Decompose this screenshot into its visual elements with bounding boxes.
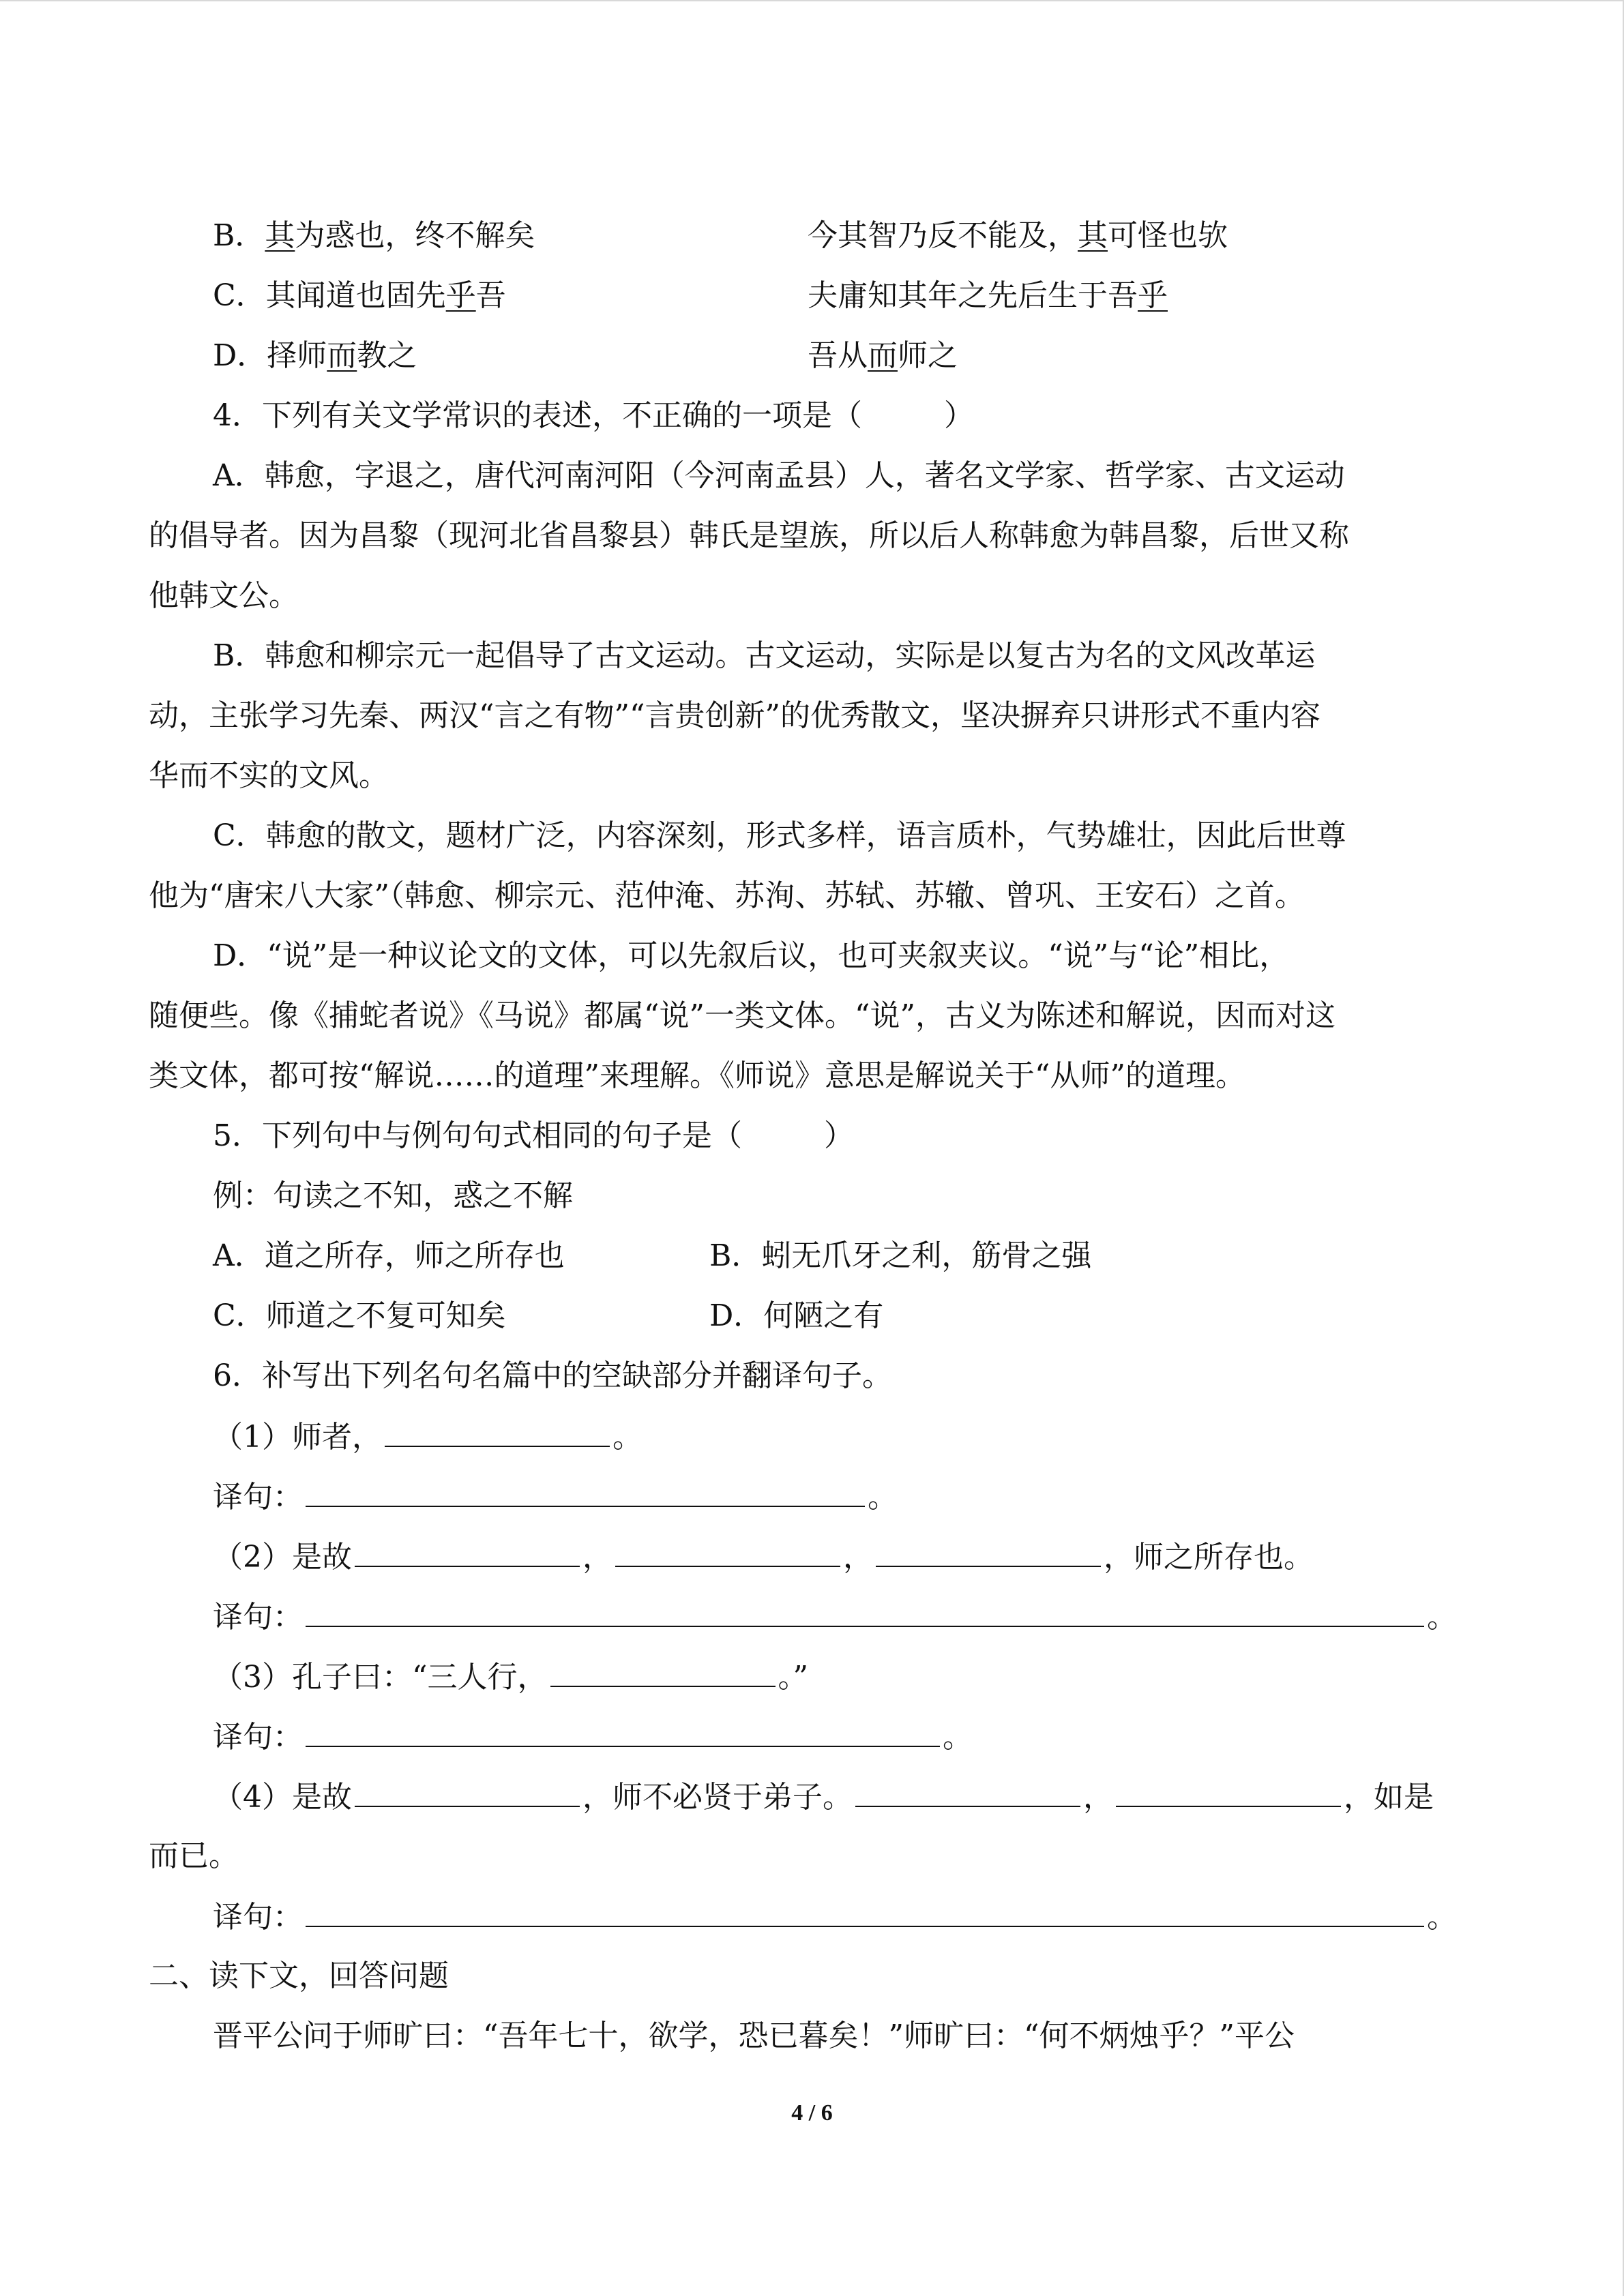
q6-part2-translation: 译句： 。 [213, 1596, 1457, 1638]
q6-part4-blank-3[interactable] [1116, 1776, 1341, 1807]
q6-part4-line2: 而已。 [149, 1838, 239, 1873]
q4-option-d-line2: 随便些。像《捕蛇者说》《马说》都属“说”一类文体。“说”，古义为陈述和解说，因而对这 [149, 998, 1335, 1033]
option-b-right: 今其智乃反不能及，其可怪也欤 [808, 218, 1228, 253]
page-number: 4 / 6 [791, 2100, 833, 2126]
option-b-left: B．其为惑也，终不解矣 [213, 218, 535, 253]
q4-option-b-line1: B．韩愈和柳宗元一起倡导了古文运动。古文运动，实际是以复古为名的文风改革运 [213, 638, 1316, 673]
q6-part3-translation-blank[interactable] [306, 1716, 940, 1747]
q6-part4-translation: 译句： 。 [213, 1896, 1457, 1938]
q6-part2: （2）是故 ， ， ，师之所存也。 [213, 1536, 1314, 1578]
q6-part3-blank[interactable] [550, 1656, 776, 1687]
question-5-stem: 5．下列句中与例句句式相同的句子是（ ） [213, 1118, 854, 1153]
q4-option-c-line1: C．韩愈的散文，题材广泛，内容深刻，形式多样，语言质朴，气势雄壮，因此后世尊 [213, 818, 1346, 853]
q6-part2-blank-3[interactable] [876, 1536, 1101, 1567]
q6-part3-translation: 译句： 。 [213, 1716, 973, 1758]
q5-option-c: C．师道之不复可知矣 [213, 1298, 506, 1333]
q6-part2-blank-1[interactable] [355, 1536, 580, 1567]
q5-example: 例：句读之不知，惑之不解 [213, 1178, 573, 1213]
q4-option-a-line3: 他韩文公。 [149, 578, 299, 613]
q6-part2-translation-blank[interactable] [306, 1596, 1424, 1627]
q6-part1-translation: 译句： 。 [213, 1476, 898, 1518]
q4-option-a-line1: A．韩愈，字退之，唐代河南河阳（今河南孟县）人，著名文学家、哲学家、古文运动 [213, 458, 1345, 493]
option-c-left: C．其闻道也固先乎吾 [213, 278, 506, 313]
q6-part4: （4）是故 ，师不必贤于弟子。 ， ，如是 [213, 1776, 1434, 1818]
section-2-passage: 晋平公问于师旷曰：“吾年七十，欲学，恐已暮矣！”师旷曰：“何不炳烛乎？”平公 [213, 2018, 1295, 2053]
q6-part4-blank-1[interactable] [355, 1776, 580, 1807]
q4-option-b-line3: 华而不实的文风。 [149, 758, 389, 793]
q4-option-c-line2: 他为“唐宋八大家”（韩愈、柳宗元、范仲淹、苏洵、苏轼、苏辙、曾巩、王安石）之首。 [149, 878, 1305, 913]
q4-option-a-line2: 的倡导者。因为昌黎（现河北省昌黎县）韩氏是望族，所以后人称韩愈为韩昌黎，后世又称 [149, 518, 1349, 553]
q6-part4-blank-2[interactable] [855, 1776, 1080, 1807]
q4-option-d-line3: 类文体，都可按“解说……的道理”来理解。《师说》意思是解说关于“从师”的道理。 [149, 1058, 1245, 1093]
q6-part2-blank-2[interactable] [615, 1536, 840, 1567]
option-d-right: 吾从而师之 [808, 338, 958, 373]
q4-option-d-line1: D．“说”是一种议论文的文体，可以先叙后议，也可夹叙夹议。“说”与“论”相比， [213, 938, 1290, 973]
q5-option-a: A．道之所存，师之所存也 [213, 1238, 565, 1273]
option-d-left: D．择师而教之 [213, 338, 417, 373]
q6-part1: （1）师者， 。 [213, 1416, 643, 1458]
q6-part1-blank[interactable] [385, 1416, 610, 1447]
section-2-heading: 二、读下文，回答问题 [149, 1958, 449, 1993]
q6-part3: （3）孔子曰：“三人行， 。” [213, 1656, 808, 1698]
option-c-right: 夫庸知其年之先后生于吾乎 [808, 278, 1168, 313]
q4-option-b-line2: 动，主张学习先秦、两汉“言之有物”“言贵创新”的优秀散文，坚决摒弃只讲形式不重内容 [149, 698, 1320, 733]
q5-option-b: B．蚓无爪牙之利，筋骨之强 [709, 1238, 1092, 1273]
q5-option-d: D．何陋之有 [709, 1298, 884, 1333]
q6-part1-translation-blank[interactable] [306, 1476, 865, 1507]
q6-part4-translation-blank[interactable] [306, 1896, 1424, 1927]
question-4-stem: 4．下列有关文学常识的表述，不正确的一项是（ ） [213, 398, 974, 433]
question-6-stem: 6．补写出下列名句名篇中的空缺部分并翻译句子。 [213, 1358, 892, 1393]
